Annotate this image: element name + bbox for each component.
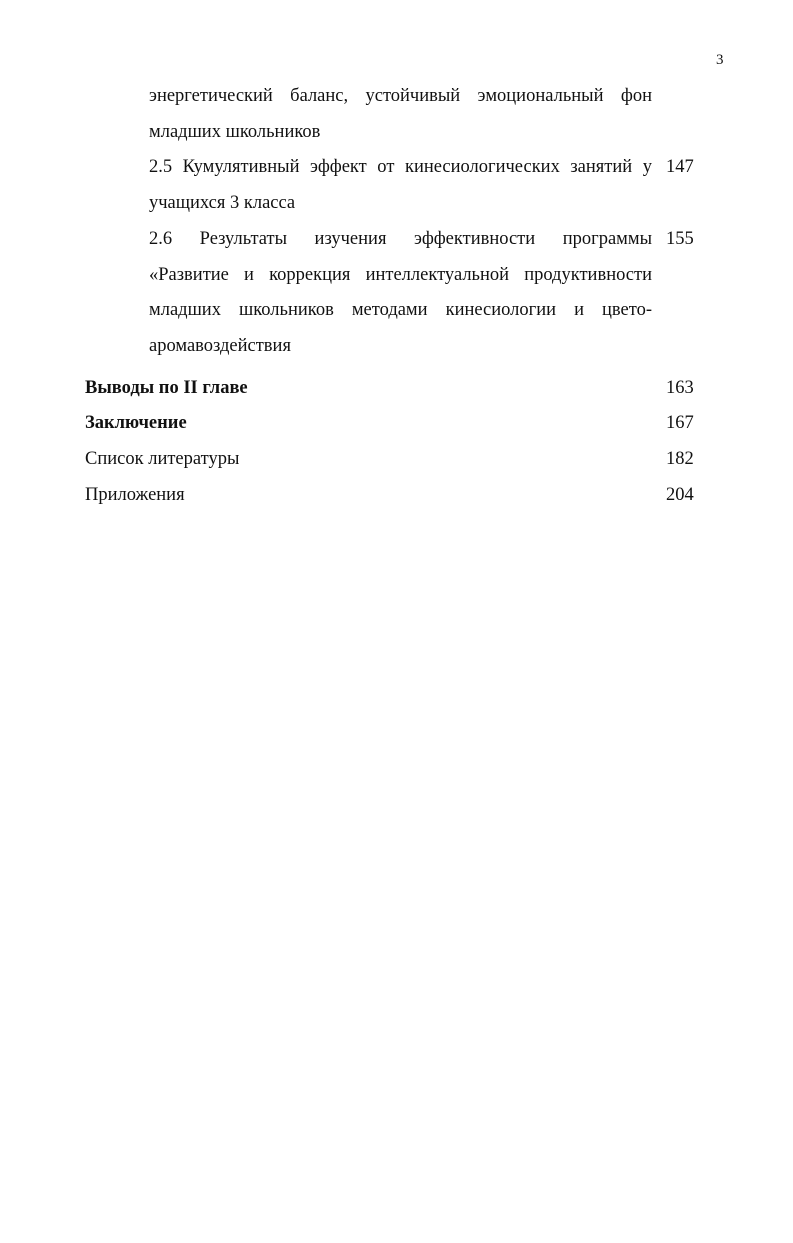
toc-page-number: 155 — [666, 229, 694, 249]
toc-page-number: 182 — [666, 449, 694, 469]
toc-heading: Выводы по II главе — [85, 378, 248, 398]
toc-entry-line: 2.5 Кумулятивный эффект от кинесиологических занятий у — [149, 157, 652, 177]
toc-heading: Список литературы — [85, 449, 240, 469]
toc-page-number: 147 — [666, 157, 694, 177]
toc-entry-line: младших школьников методами кинесиологии и цвето- — [149, 300, 652, 320]
toc-entry-line: «Развитие и коррекция интеллектуальной продуктивности — [149, 265, 652, 285]
toc-heading: Заключение — [85, 413, 187, 433]
toc-page-number: 163 — [666, 378, 694, 398]
toc-entry-line: аромавоздействия — [149, 336, 291, 356]
toc-page-number: 167 — [666, 413, 694, 433]
toc-page-number: 204 — [666, 485, 694, 505]
toc-heading: Приложения — [85, 485, 185, 505]
page-number: 3 — [716, 52, 724, 68]
toc-entry-line: энергетический баланс, устойчивый эмоциональный фон — [149, 86, 652, 106]
toc-entry-line: учащихся 3 класса — [149, 193, 296, 213]
toc-entry-line: младших школьников — [149, 122, 321, 142]
toc-entry-line: 2.6 Результаты изучения эффективности программы — [149, 229, 652, 249]
